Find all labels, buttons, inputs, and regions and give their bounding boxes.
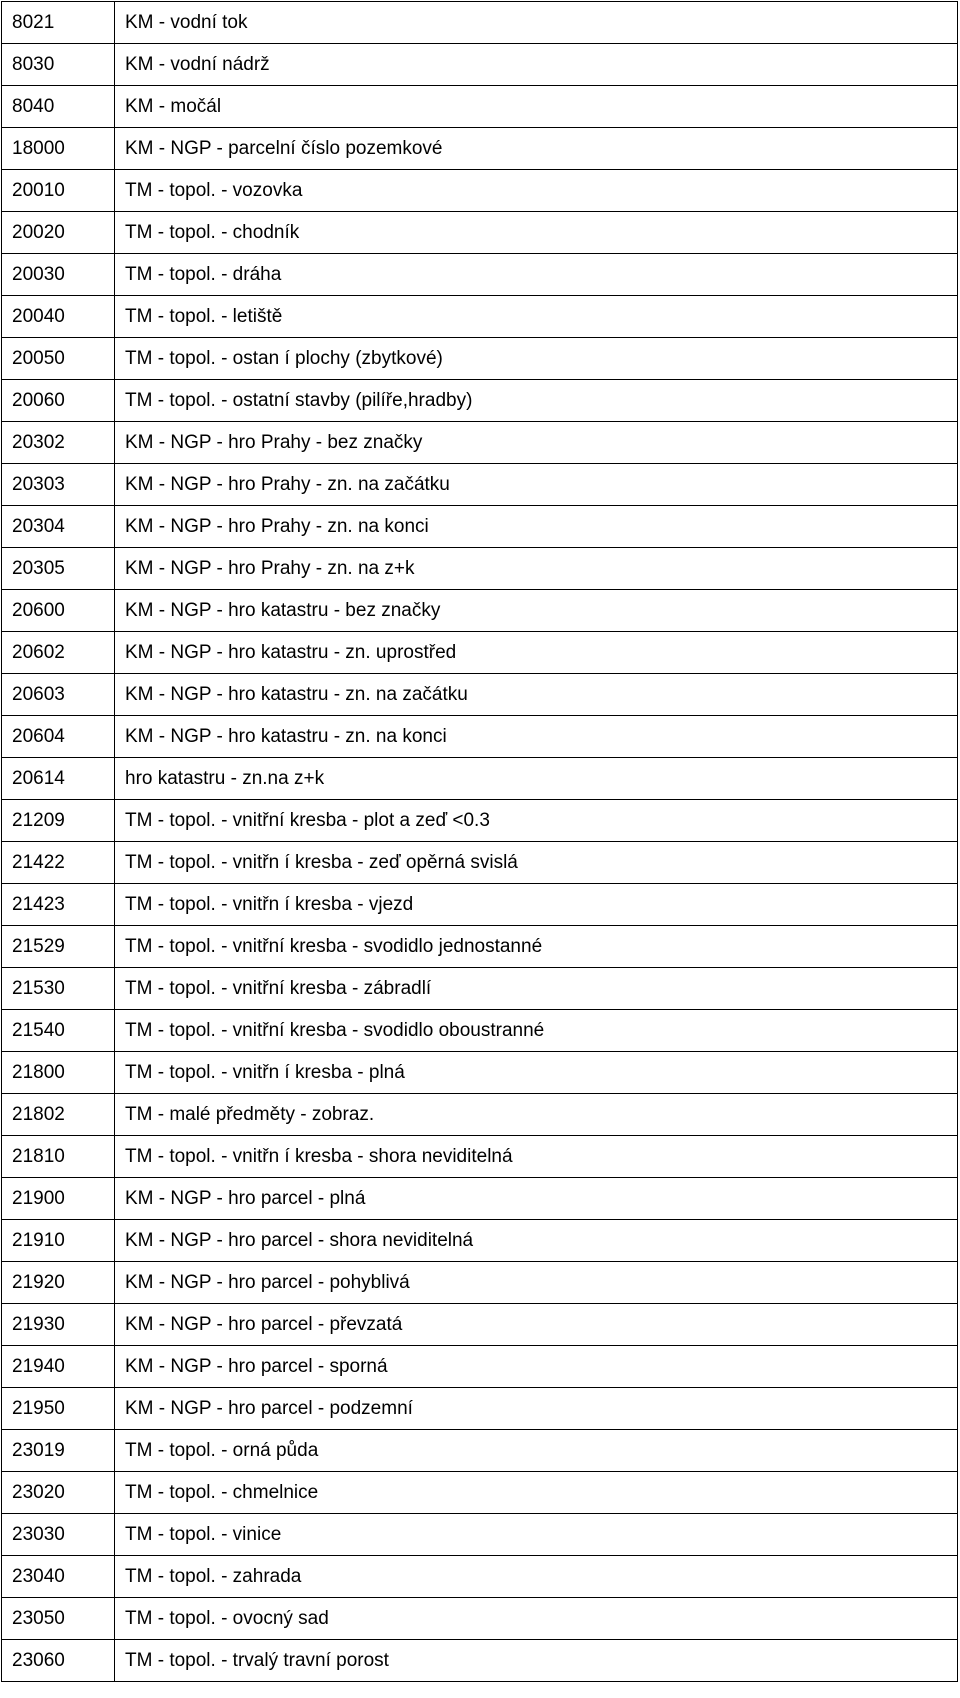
- code-cell: 21530: [2, 968, 115, 1010]
- code-cell: 21920: [2, 1262, 115, 1304]
- table-row: [2, 842, 958, 884]
- table-row: [2, 1598, 958, 1640]
- code-cell: 20602: [2, 632, 115, 674]
- code-cell: 20303: [2, 464, 115, 506]
- code-cell: 21209: [2, 800, 115, 842]
- description-cell: KM - NGP - hro parcel - podzemní: [115, 1388, 958, 1430]
- table-row: [2, 1556, 958, 1598]
- description-cell: KM - NGP - hro parcel - sporná: [115, 1346, 958, 1388]
- table-row: [2, 968, 958, 1010]
- table-row: [2, 212, 958, 254]
- table-row: [2, 44, 958, 86]
- description-cell: TM - topol. - vnitřn í kresba - plná: [115, 1052, 958, 1094]
- description-cell: KM - vodní nádrž: [115, 44, 958, 86]
- description-cell: KM - NGP - hro katastru - zn. na konci: [115, 716, 958, 758]
- table-row: [2, 590, 958, 632]
- code-cell: 20304: [2, 506, 115, 548]
- table-row: [2, 1472, 958, 1514]
- table-row: [2, 128, 958, 170]
- code-cell: 20020: [2, 212, 115, 254]
- description-cell: TM - topol. - vnitřní kresba - svodidlo oboustranné: [115, 1010, 958, 1052]
- description-cell: hro katastru - zn.na z+k: [115, 758, 958, 800]
- table-row: [2, 884, 958, 926]
- description-cell: TM - topol. - vnitřn í kresba - shora neviditelná: [115, 1136, 958, 1178]
- table-row: [2, 1304, 958, 1346]
- description-cell: TM - topol. - chmelnice: [115, 1472, 958, 1514]
- code-cell: 23060: [2, 1640, 115, 1682]
- table-body: [2, 2, 958, 1682]
- table-row: [2, 1430, 958, 1472]
- table-row: [2, 1178, 958, 1220]
- code-cell: 20302: [2, 422, 115, 464]
- code-cell: 21529: [2, 926, 115, 968]
- code-cell: 21900: [2, 1178, 115, 1220]
- code-cell: 21910: [2, 1220, 115, 1262]
- description-cell: KM - NGP - parcelní číslo pozemkové: [115, 128, 958, 170]
- code-cell: 23020: [2, 1472, 115, 1514]
- description-cell: TM - topol. - ostatní stavby (pilíře,hradby): [115, 380, 958, 422]
- code-cell: 21950: [2, 1388, 115, 1430]
- code-cell: 21940: [2, 1346, 115, 1388]
- table-row: [2, 2, 958, 44]
- table-row: [2, 1346, 958, 1388]
- description-cell: TM - topol. - vinice: [115, 1514, 958, 1556]
- description-cell: KM - močál: [115, 86, 958, 128]
- table-row: [2, 380, 958, 422]
- table-row: [2, 86, 958, 128]
- code-cell: 20040: [2, 296, 115, 338]
- table-row: [2, 1640, 958, 1682]
- code-cell: 21540: [2, 1010, 115, 1052]
- table-row: [2, 674, 958, 716]
- table-row: [2, 296, 958, 338]
- description-cell: KM - NGP - hro parcel - převzatá: [115, 1304, 958, 1346]
- description-cell: KM - NGP - hro Prahy - zn. na začátku: [115, 464, 958, 506]
- description-cell: KM - NGP - hro katastru - zn. uprostřed: [115, 632, 958, 674]
- description-cell: KM - NGP - hro Prahy - zn. na konci: [115, 506, 958, 548]
- description-cell: KM - NGP - hro parcel - plná: [115, 1178, 958, 1220]
- table-row: [2, 1010, 958, 1052]
- code-cell: 23030: [2, 1514, 115, 1556]
- description-cell: TM - topol. - ovocný sad: [115, 1598, 958, 1640]
- code-cell: 23050: [2, 1598, 115, 1640]
- description-cell: TM - topol. - trvalý travní porost: [115, 1640, 958, 1682]
- table-row: [2, 800, 958, 842]
- description-cell: TM - topol. - dráha: [115, 254, 958, 296]
- code-cell: 20604: [2, 716, 115, 758]
- code-cell: 23019: [2, 1430, 115, 1472]
- code-cell: 21930: [2, 1304, 115, 1346]
- code-cell: 20050: [2, 338, 115, 380]
- code-cell: 21423: [2, 884, 115, 926]
- code-cell: 20305: [2, 548, 115, 590]
- code-cell: 21810: [2, 1136, 115, 1178]
- table-row: [2, 1262, 958, 1304]
- table-row: [2, 1514, 958, 1556]
- description-cell: KM - NGP - hro Prahy - zn. na z+k: [115, 548, 958, 590]
- description-cell: TM - topol. - ostan í plochy (zbytkové): [115, 338, 958, 380]
- description-cell: KM - NGP - hro parcel - pohyblivá: [115, 1262, 958, 1304]
- description-cell: TM - topol. - vozovka: [115, 170, 958, 212]
- table-row: [2, 716, 958, 758]
- table-row: [2, 758, 958, 800]
- description-cell: TM - topol. - vnitřní kresba - plot a zeď <0.3: [115, 800, 958, 842]
- description-cell: TM - topol. - letiště: [115, 296, 958, 338]
- code-cell: 8040: [2, 86, 115, 128]
- description-cell: KM - NGP - hro parcel - shora neviditelná: [115, 1220, 958, 1262]
- table-row: [2, 254, 958, 296]
- code-cell: 23040: [2, 1556, 115, 1598]
- table-row: [2, 506, 958, 548]
- description-cell: KM - NGP - hro katastru - bez značky: [115, 590, 958, 632]
- table-row: [2, 464, 958, 506]
- code-cell: 20614: [2, 758, 115, 800]
- table-row: [2, 338, 958, 380]
- table-row: [2, 1388, 958, 1430]
- code-cell: 8021: [2, 2, 115, 44]
- description-cell: TM - topol. - vnitřní kresba - zábradlí: [115, 968, 958, 1010]
- code-cell: 20010: [2, 170, 115, 212]
- table-row: [2, 422, 958, 464]
- code-cell: 21422: [2, 842, 115, 884]
- table-row: [2, 170, 958, 212]
- description-cell: KM - NGP - hro katastru - zn. na začátku: [115, 674, 958, 716]
- table-row: [2, 1052, 958, 1094]
- description-cell: KM - vodní tok: [115, 2, 958, 44]
- table-row: [2, 1220, 958, 1262]
- description-cell: TM - topol. - zahrada: [115, 1556, 958, 1598]
- description-cell: TM - malé předměty - zobraz.: [115, 1094, 958, 1136]
- table-row: [2, 1136, 958, 1178]
- description-cell: KM - NGP - hro Prahy - bez značky: [115, 422, 958, 464]
- code-cell: 21800: [2, 1052, 115, 1094]
- code-cell: 20603: [2, 674, 115, 716]
- code-cell: 21802: [2, 1094, 115, 1136]
- code-cell: 20600: [2, 590, 115, 632]
- description-cell: TM - topol. - chodník: [115, 212, 958, 254]
- description-cell: TM - topol. - vnitřn í kresba - vjezd: [115, 884, 958, 926]
- code-cell: 18000: [2, 128, 115, 170]
- table-row: [2, 926, 958, 968]
- description-cell: TM - topol. - orná půda: [115, 1430, 958, 1472]
- code-cell: 20060: [2, 380, 115, 422]
- code-table: [1, 1, 958, 1682]
- code-cell: 20030: [2, 254, 115, 296]
- table-row: [2, 632, 958, 674]
- description-cell: TM - topol. - vnitřn í kresba - zeď opěrná svislá: [115, 842, 958, 884]
- description-cell: TM - topol. - vnitřní kresba - svodidlo jednostanné: [115, 926, 958, 968]
- code-cell: 8030: [2, 44, 115, 86]
- table-row: [2, 548, 958, 590]
- table-row: [2, 1094, 958, 1136]
